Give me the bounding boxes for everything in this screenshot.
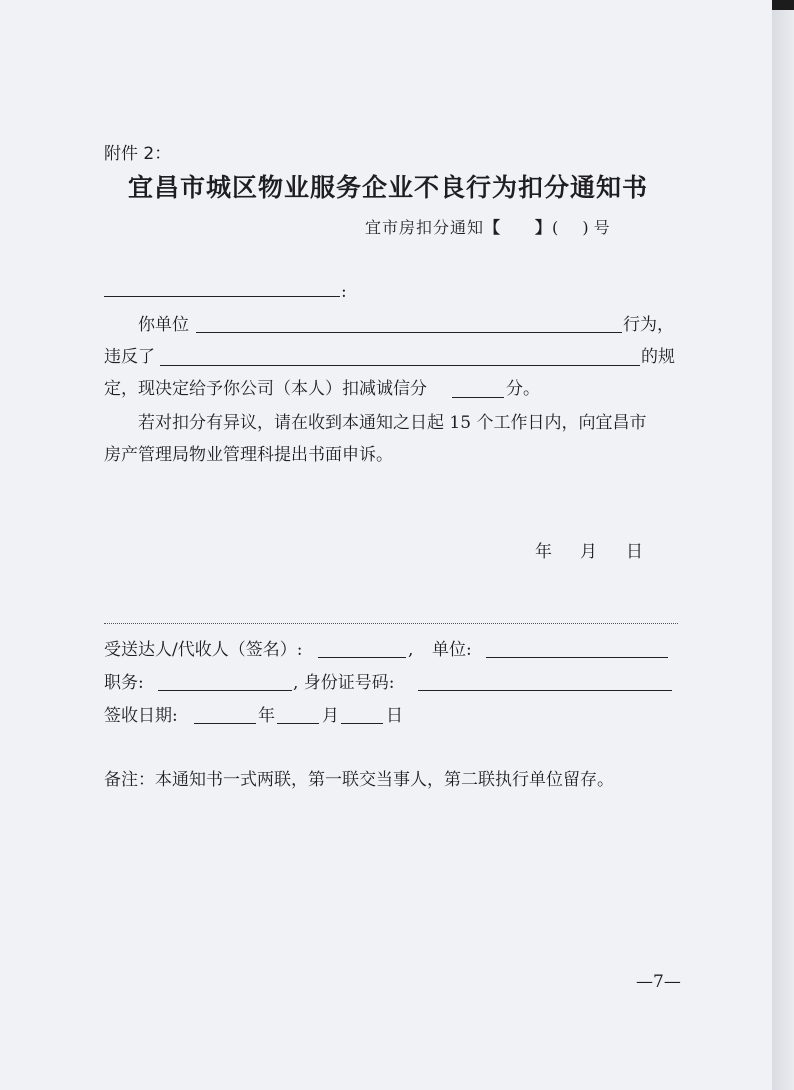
remark: 备注：本通知书一式两联，第一联交当事人，第二联执行单位留存。 (104, 770, 614, 790)
sign-date-label: 签收日期: (104, 706, 178, 726)
unit-blank[interactable] (486, 657, 668, 658)
position-label: 职务: (104, 673, 144, 693)
receiver-label: 受送达人/代收人（签名）: (104, 640, 303, 660)
doc-number-bracket-close: 】 (535, 218, 553, 237)
recipient-colon: : (341, 282, 347, 302)
body-line1-start: 你单位 (138, 315, 189, 335)
body-line3-end: 分。 (506, 379, 540, 399)
sign-year: 年 (258, 706, 275, 726)
attachment-label: 附件 2： (104, 144, 172, 164)
sign-month-blank[interactable] (277, 723, 319, 724)
position-blank[interactable] (158, 690, 292, 691)
appeal-line2: 房产管理局物业管理科提出书面申诉。 (104, 445, 393, 465)
receiver-comma: , (408, 640, 414, 660)
document-number (365, 218, 611, 238)
body-line3-start: 定，现决定给予你公司（本人）扣减诚信分 (104, 379, 427, 399)
document-title: 宜昌市城区物业服务企业不良行为扣分通知书 (127, 173, 648, 202)
date-day: 日 (626, 542, 643, 562)
page-edge-shadow (772, 0, 794, 1090)
body-line1-end: 行为， (623, 315, 674, 335)
sign-year-blank[interactable] (194, 723, 256, 724)
doc-number-suffix: 号 (593, 218, 611, 237)
cut-line (104, 623, 678, 624)
sign-day: 日 (386, 706, 403, 726)
sign-month: 月 (322, 706, 339, 726)
points-blank (452, 397, 504, 398)
body-line2-end: 的规 (641, 347, 675, 367)
doc-number-paren: ( ) (552, 218, 590, 237)
id-number-label: , 身份证号码: (293, 673, 395, 693)
recipient-blank (104, 296, 340, 297)
receiver-signature-blank[interactable] (318, 657, 406, 658)
scanner-corner-mark (772, 0, 794, 10)
doc-number-bracket-open: 【 (484, 218, 502, 237)
page-number: —7— (636, 972, 681, 992)
behavior-blank (196, 332, 622, 333)
doc-number-prefix: 宜市房扣分通知 (365, 218, 485, 237)
sign-day-blank[interactable] (341, 723, 383, 724)
body-line2-start: 违反了 (104, 347, 155, 367)
appeal-line1: 若对扣分有异议，请在收到本通知之日起 15 个工作日内，向宜昌市 (138, 413, 647, 433)
regulation-blank (160, 365, 640, 366)
unit-label: 单位: (432, 640, 472, 660)
date-month: 月 (580, 542, 597, 562)
id-number-blank[interactable] (418, 690, 672, 691)
date-year: 年 (535, 542, 552, 562)
